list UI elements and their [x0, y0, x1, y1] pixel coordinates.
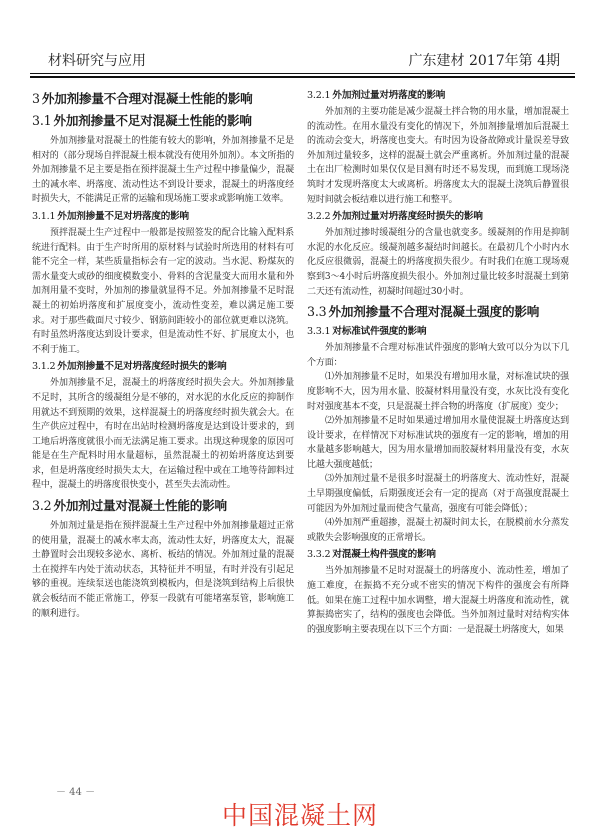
paragraph-3-3-2: 当外加剂掺量不足时对混凝土的坍落度小、流动性差，增加了施工难度，在振捣不充分或不密实的情况下构件的强度会有所降低。如果在施工过程中加水调整，增大混凝土坍落度和流动性，就算振捣密实了，结构的强度也会降低。当外加剂过量时对结构实体的强度影响主要表现在以下三个方面：一是混凝土坍落度大，如果: [307, 566, 569, 635]
paragraph-3-1-2: 外加剂掺量不足，混凝土的坍落度经时损失会大。外加剂掺量不足时，其所含的缓凝组分是不够的，对水泥的水化反应的抑制作用就达不到预期的效果，这样混凝土的坍落度经时损失就会大。在生产供应过程中，有时在出站时检测坍落度是达到设计要求的，到工地后坍落度就很小而无法满足施工要求。出现这种现象的原因可能是在生产配料时用水量超标，虽然混凝土的初始坍落度达到要求，但是坍落度经时损失太大，在运输过程中或在工地等待卸料过程中，混凝土的坍落度很快变小，甚至失去流动性。: [32, 378, 294, 491]
section-heading-3-1-1: 3.1.1 外加剂掺量不足对坍落度的影响: [32, 210, 189, 222]
section-heading-3-2-1: 3.2.1 外加剂过量对坍落度的影响: [307, 90, 446, 101]
paragraph-3-3-1-item-1: ⑴外加剂掺量不足时，如果没有增加用水量，对标准试块的强度影响不大，因为用水量、胶凝材料用量没有变，水灰比没有变化时对强度基本不变，只是混凝土拌合物的坍落度（扩展度）变少；: [307, 372, 569, 412]
section-heading-3-1: 3.1 外加剂掺量不足对混凝土性能的影响: [32, 113, 252, 128]
journal-year-suffix: 年第: [504, 53, 533, 69]
paragraph-3-1: 外加剂掺量对混凝土的性能有较大的影响，外加剂掺量不足是相对的（部分现场自拌混凝土根本就没有使用外加剂）。本文所指的外加剂掺量不足主要是指在预拌混凝土生产过程中掺量偏少，混凝土的减水率、坍落度、流动性达不到设计要求，混凝土的坍落度经时损失大，不能满足正常的运输和现场施工要求或影响施工效率。: [32, 136, 294, 205]
journal-issue-suffix: 期: [546, 53, 560, 69]
paragraph-3-3-1-item-3: ⑶外加剂过量不是很多时混凝土的坍落度大、流动性好，混凝土早期强度偏低，后期强度还会有一定的提高（对于高强度混凝土可能因为外加剂过量而使含气量高，强度有可能会降低）；: [307, 474, 569, 514]
paragraph-3-2: 外加剂过量是指在预拌混凝土生产过程中外加剂掺量超过正常的使用量，混凝土的减水率太高，流动性太好，坍落度太大，混凝土静置时会出现较多泌水、离析、板结的情况。外加剂过量的混凝土在搅拌车内处于流动状态，其特征并不明显，有时并没有引起足够的重视。连续泵送也能浇筑到模板内，但是浇筑到结构上后很快就会板结而不能正常施工，停泵一段就有可能堵塞泵管，影响施工的顺利进行。: [32, 521, 294, 619]
paragraph-3-2-1: 外加剂的主要功能是减少混凝土拌合物的用水量，增加混凝土的流动性。在用水量没有变化的情况下，外加剂掺量增加后混凝土的流动会变大，坍落度也变大。有时因为设备故障或计量误差导致外加剂过量较多，这样的混凝土就会严重离析。外加剂过量的混凝土在出厂检测时如果仅仅是目测有时还不易发现，而到施工现场浇筑时才发现坍落度太大或离析。坍落度太大的混凝土浇筑后静置很短时间就会板结难以进行施工和整平。: [307, 107, 569, 205]
header-rule-thin: [30, 73, 575, 74]
page-number: － 44 －: [56, 787, 96, 798]
journal-year: 2017: [468, 53, 505, 69]
journal-section-title: 材料研究与应用: [48, 53, 146, 69]
section-heading-3-3: 3.3 外加剂掺量不合理对混凝土强度的影响: [307, 304, 540, 320]
paragraph-3-3-1-item-2: ⑵外加剂掺量不足时如果通过增加用水量使混凝土坍落度达到设计要求，在样情况下对标准试块的强度有一定的影响，增加的用水量越多影响越大，因为用水量增加而胶凝材料用量没有变，水灰比越大强度越低；: [307, 416, 569, 470]
site-watermark: 中国混凝土网: [221, 801, 378, 830]
right-column: [307, 86, 569, 756]
journal-issue-info: [409, 50, 560, 70]
header-rule-thick: [30, 76, 575, 78]
journal-issue: 4: [537, 53, 546, 69]
journal-name: 广东建材: [408, 53, 465, 69]
section-heading-3-3-2: 3.3.2 对混凝土构件强度的影响: [307, 549, 436, 561]
paragraph-3-1-1: 预拌混凝土生产过程中一般都是按照签发的配合比输入配料系统进行配料。由于生产时所用的原材料与试验时所选用的材料有可能不完全一样，某些质量指标会有一定的波动。当水泥、粉煤灰的需水量变大或砂的细度模数变小、骨料的含泥量变大而用水量和外加剂用量不变时，外加剂的掺量就显得不足。外加剂掺量不足时混凝土的初始坍落度和扩展度变小，流动性变差，难以满足施工要求。对于那些截面尺寸较少、钢筋间距较小的部位就更难以浇筑。有时虽然坍落度达到设计要求，但是流动性不好、扩展度太小，也不利于施工。: [32, 227, 294, 355]
section-heading-3-2-2: 3.2.2 外加剂过量对坍落度经时损失的影响: [307, 211, 483, 223]
section-heading-3-3-1: 3.3.1 对标准试件强度的影响: [307, 326, 427, 338]
section-heading-3: 3 外加剂掺量不合理对混凝土性能的影响: [32, 91, 253, 106]
paragraph-3-3-1-item-4: ⑷外加剂严重超掺，混凝土初凝时间太长，在脱模前水分蒸发或散失会影响强度的正常增长。: [307, 518, 569, 543]
paragraph-3-3-1-intro: 外加剂掺量不合理对标准试件强度的影响大致可以分为以下几个方面：: [307, 343, 569, 368]
page-header: [0, 0, 600, 80]
left-column: [32, 86, 294, 756]
paragraph-3-2-2: 外加剂过掺时缓凝组分的含量也就变多。缓凝剂的作用是抑制水泥的水化反应。缓凝剂越多凝结时间越长。在最初几个小时内水化反应很微弱，混凝土的坍落度损失很少。有时我们在施工现场观察到3～4小时后坍落度损失很小。外加剂过量比较多时混凝土到第二天还有流动性，初凝时间超过30小时。: [307, 228, 569, 297]
section-heading-3-2: 3.2 外加剂过量对混凝土性能的影响: [32, 498, 227, 514]
section-heading-3-1-2: 3.1.2 外加剂掺量不足对坍落度经时损失的影响: [32, 361, 227, 373]
